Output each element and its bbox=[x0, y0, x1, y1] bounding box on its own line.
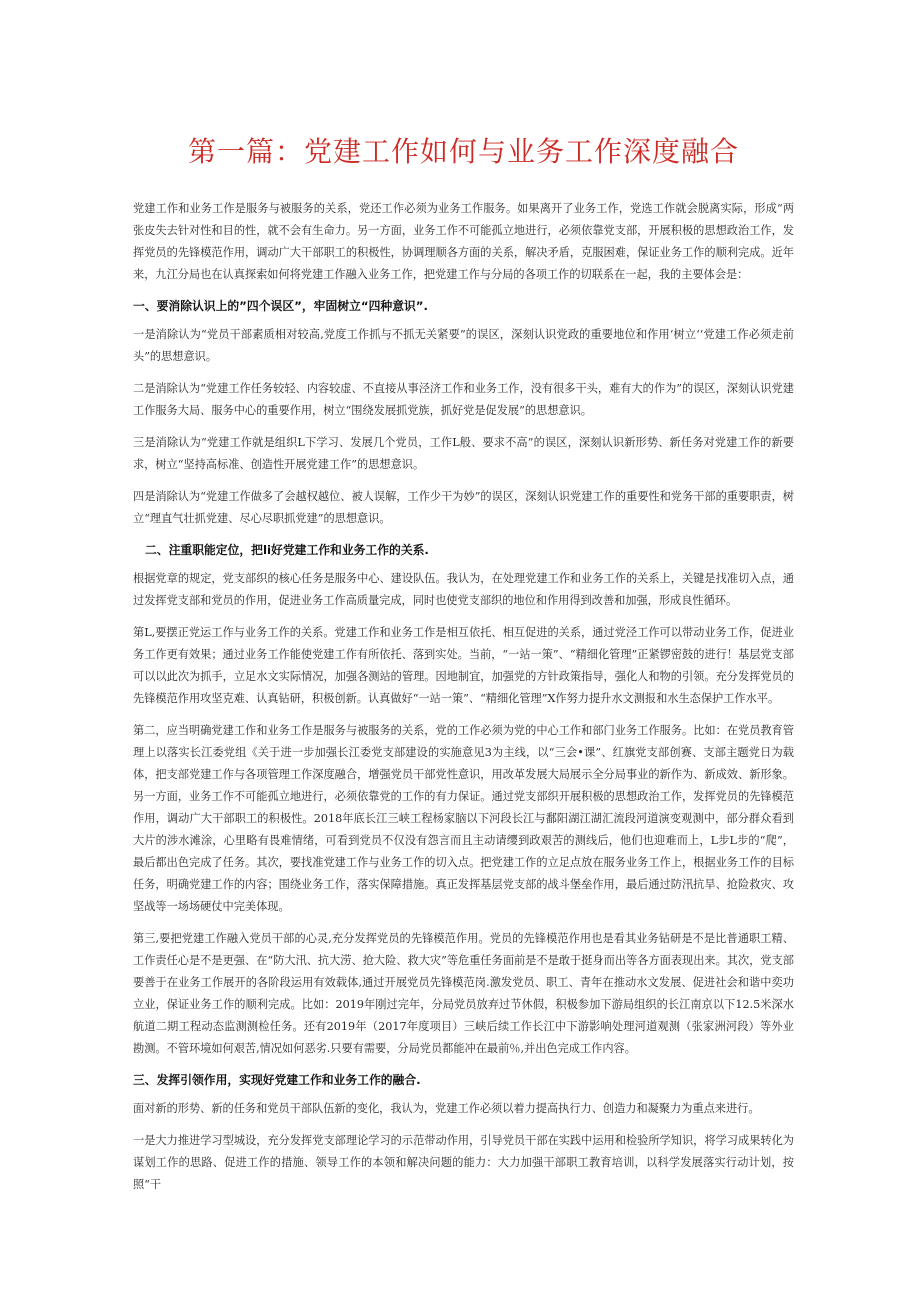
section-2-paragraph-2: 第L,要摆正党运工作与业务工作的关系。党建工作和业务工作是相互依托、相互促进的关系，通过党泾工作可以带动业务工作，促进业务工作更有效果；通过业务工作能使党建工作有所依托、落到实处。当前，“一站一策”、“精细化管理”正紧锣密鼓的进行！基层党支部可以以此次为抓手，立足水文实际情况，加强各测站的管理。因地制宜，加强党的方针政策指导，强化人和物的引领。充分发挥党员的先锋模范作用攻坚克难、认真钻研，积极创新。认真做好“一站一策”、“精细化管理”X作努力提升水文测报和水生态保护工作水平。 bbox=[133, 626, 794, 705]
section-3-heading: 三、发挥引领作用，实现好党建工作和业务工作的融合. bbox=[133, 1073, 421, 1087]
section-3-paragraph-1: 面对新的形势、新的任务和党员干部队伍新的变化，我认为，党建工作必须以着力提高执行力、创造力和凝聚力为重点来进行。 bbox=[133, 1102, 760, 1115]
section-1-paragraph-1: 一是消除认为“党员干部素质相对较高,党度工作抓与不抓无关紧要”的误区，深刻认识党政的重要地位和作用‘树立‘‘党建工作必须走前头”的思想意识。 bbox=[133, 328, 794, 363]
section-1-paragraph-2: 二是消除认为“党建工作任务较轻、内容较虚、不直接从事泾济工作和业务工作，没有很多干头，难有大的作为”的误区，深刻认识党建工作服务大局、服务中心的重要作用，树立“围绕发展抓党族，抓好党是促发展”的思想意识。 bbox=[133, 382, 794, 417]
section-2-paragraph-4: 第三,要把党建工作融入党员干部的心灵,充分发挥党员的先锋模范作用。党员的先锋模范作用也是看其业务钻研是不是比普通职工精、工作责任心是不是更强、在“防大汛、抗大涝、抢大险、救大灾”等危重任务面前是不是敢于挺身而出等各方面表现出来。其次，党支部要善于在业务工作展开的各阶段运用有效载体,通过开展党员先锋模范岗.激发党员、职工、青年在推动水文发展、促进社会和谐中奕功立业，保证业务工作的顺利完成。比如：2019年刚过完年，分局党员放弃过节休假，积极参加下游局组织的长江南京以下12.5米深水航道二期工程动态监测测检任务。还有2019年（2017年度项目）三峡后续工作长江中下游影响处理河道观测（张家洲河段）等外业勘测。不管环境如何艰苦,情况如何恶劣.只要有需要，分局党员都能冲在最前％,并出色完成工作内容。 bbox=[133, 932, 794, 1055]
section-1-heading: 一、要消除认识上的”四个误区”，牢固树立“四种意识”. bbox=[133, 299, 429, 313]
page-title: 第一篇：党建工作如何与业务工作深度融合 bbox=[187, 135, 739, 168]
section-3-paragraph-2: 一是大力推进学习型城设，充分发挥党支部理论学习的示范带动作用，引导党员干部在实践中运用和检验所学知识，将学习成果转化为谋划工作的思路、促进工作的措施、领导工作的本领和解决问题的能力：大力加强干部职工教育培训，以科学发展落实行动计划，按照“干 bbox=[133, 1134, 794, 1191]
section-1-paragraph-3: 三是消除认为“党建工作就是组织L下学习、发展几个党员，工作L般、要求不高”的误区，深刻认识新形势、新任务对党建工作的新要求，树立“坚持高标准、创造性开展党建工作”的思想意识。 bbox=[133, 436, 794, 471]
section-2-paragraph-3: 第二，应当明确党建工作和业务工作是服务与被服务的关系，党的工作必须为党的中心工作和部门业务工作服务。比如：在党员教育管理上以落实长江委党组《关于进一步加强长江委党支部建设的实施意见3为主线，以“三会•课”、红旗党支部创赛、支部主题党日为载体，把支部党建工作与各项管理工作深度融合，增强党员干部党性意识，用改革发展大局展示全分局事业的新作为、新成效、新形象。另一方面，业务工作不可能孤立地进行，必须依靠党的工作的有力保证。通过党支部织开展积极的思想政治工作，发挥党员的先锋模范作用，调动广大干部职工的积极性。2018年底长江三峡工程杨家脑以下河段长江与鄱阳湖江湖汇流段河道演变观测中，部分群众看到大片的涉水滩涂，心里略有畏难情绪，可看到党员不仅没有怨言而且主动请缨到政艰苦的测线后，他们也迎难而上，L步L步的“爬”，最后都出色完成了任务。其次，要找准党建工作与业务工作的切入点。把党建工作的立足点放在服务业务工作上，根据业务工作的目标任务，明确党建工作的内容；围绕业务工作，落实保障措施。真正发挥基层党支部的战斗堡垒作用，最后通过防汛抗旱、抢险救灾、攻坚战等一场场硬仗中完美体现。 bbox=[133, 724, 794, 913]
section-2-paragraph-1: 根据党章的规定，党支部织的核心任务是服务中心、建设队伍。我认为，在处理党建工作和业务工作的关系上，关键是找准切入点，通过发挥党支部和党员的作用，促进业务工作高质量完成，同时也使党支部织的地位和作用得到改善和加强，形成良性循环。 bbox=[133, 572, 794, 607]
section-1-paragraph-4: 四是消除认为“党建工作做多了会越权越位、被人误解，工作少干为妙”的误区，深刻认识党建工作的重要性和党务干部的重要职责，树立“理直气壮抓党建、尽心尽职抓党建”的思想意识。 bbox=[133, 490, 794, 525]
intro-paragraph: 党建工作和业务工作是服务与被服务的关系，党还工作必须为业务工作服务。如果离开了业务工作，党选工作就会脱离实际，形成“两张皮失去针对性和目的性，就不会有生命力。另一方面，业务工作不可能孤立地进行，必须依靠党支部，开展积极的思想政治工作，发挥党员的先锋模范作用，调动广大干部职工的积极性，协调理顺各方面的关系，解决矛盾，克服困难，保证业务工作的顺利完成。近年来，九江分局也在认真探索如何将党建工作融入业务工作，把党建工作与分局的各项工作的切联系在一起，我的主要体会是： bbox=[133, 202, 794, 281]
section-2-heading: 二、注重职能定位，把li好党建工作和业务工作的关系. bbox=[145, 543, 429, 557]
